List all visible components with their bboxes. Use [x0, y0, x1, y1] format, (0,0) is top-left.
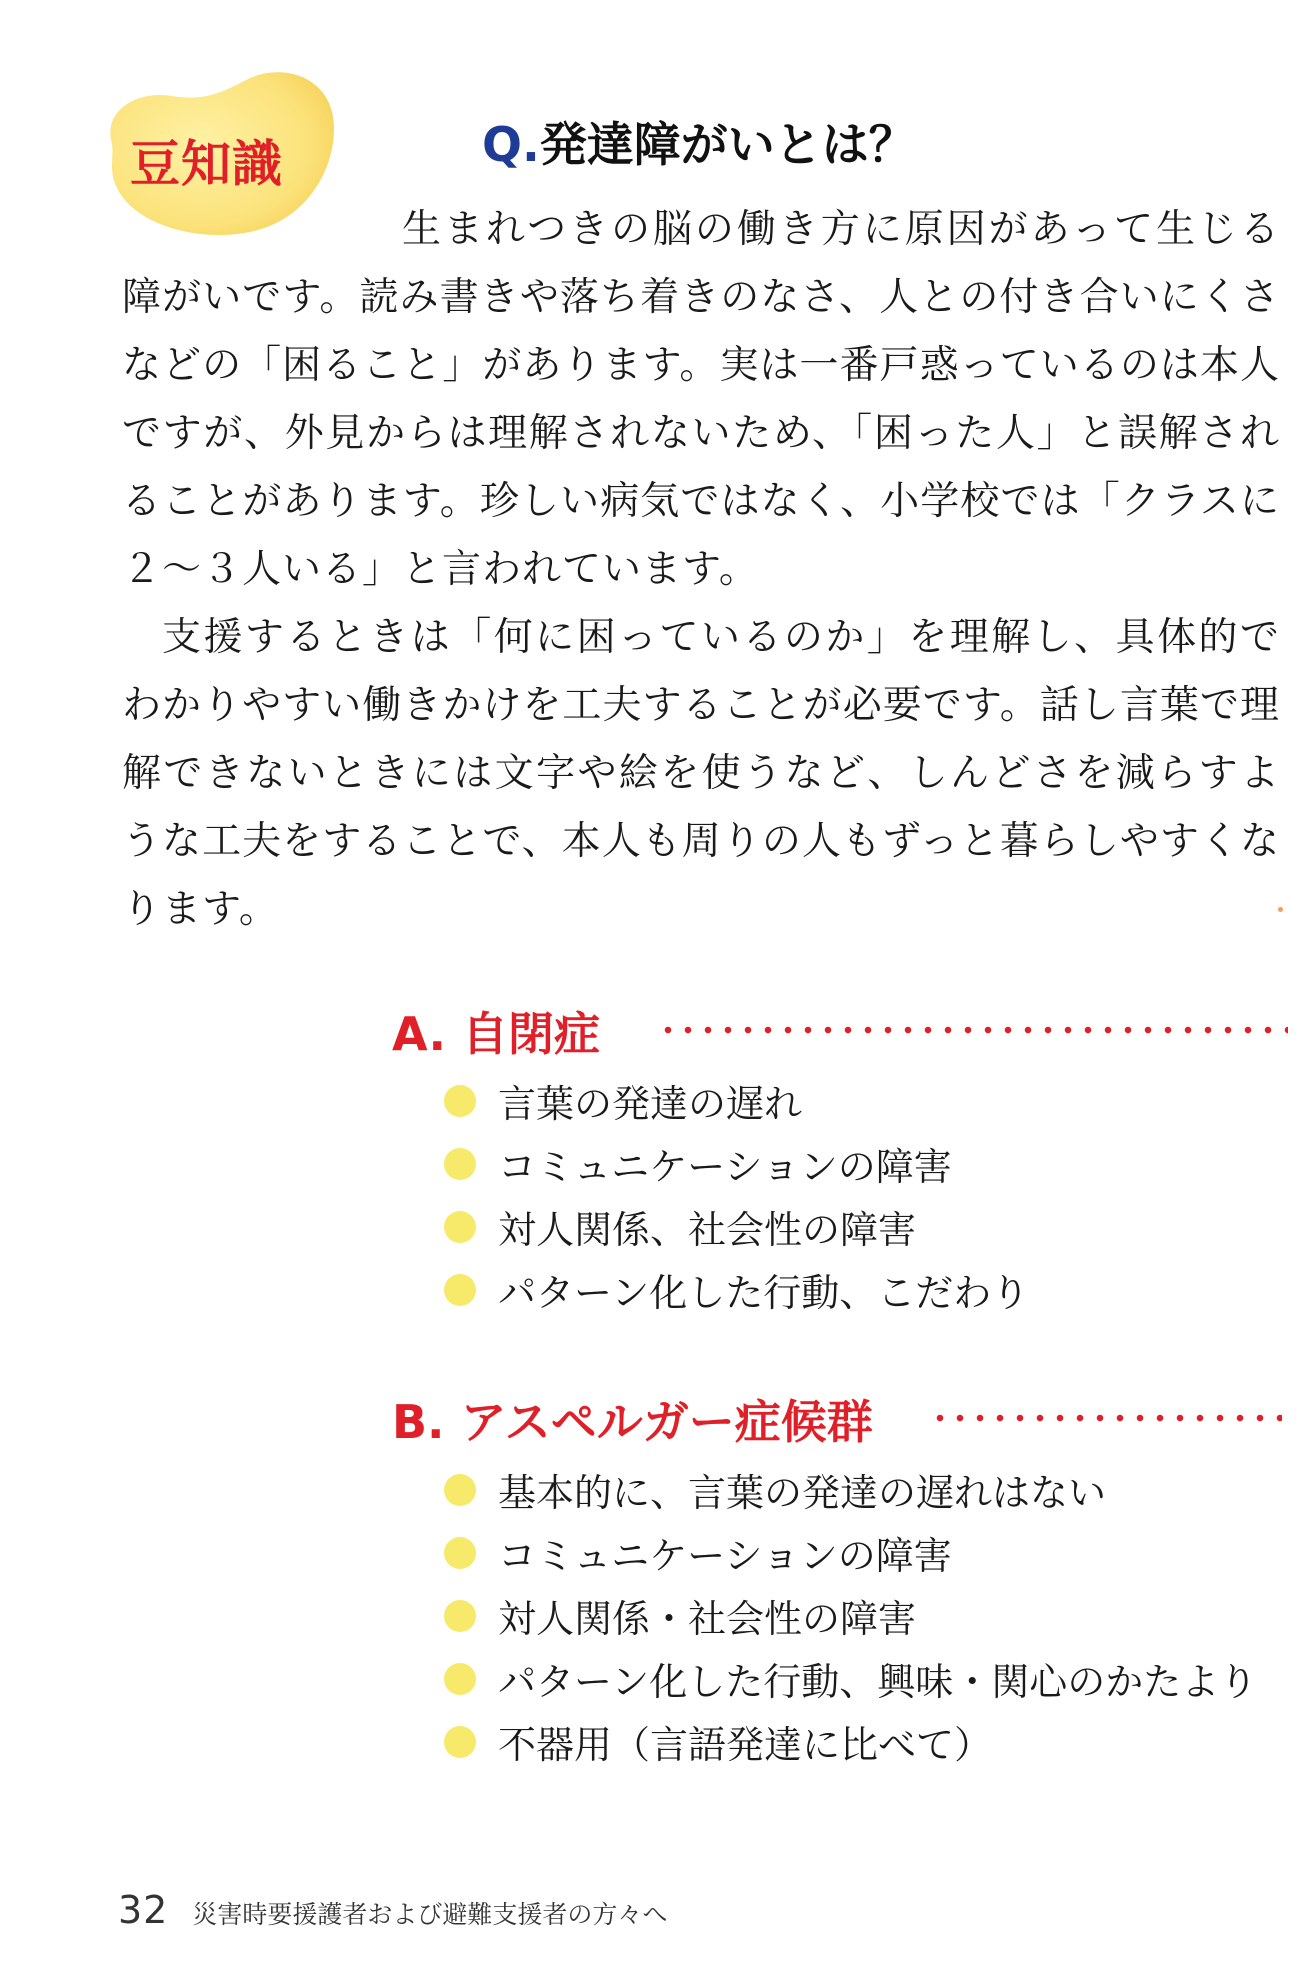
list-item: 基本的に、言葉の発達の遅れはない	[444, 1458, 1257, 1521]
dotted-leader	[658, 1026, 1288, 1034]
list-item: 対人関係、社会性の障害	[444, 1195, 1029, 1258]
list-item: コミュニケーションの障害	[444, 1521, 1257, 1584]
question-text: 発達障がいとは？	[539, 118, 916, 173]
list-item: 対人関係・社会性の障害	[444, 1584, 1257, 1647]
asperger-traits-list	[444, 1458, 1257, 1773]
page-number: 32	[118, 1888, 169, 1932]
list-item: パターン化した行動、興味・関心のかたより	[444, 1647, 1257, 1710]
support-paragraph: 支援するときは「何に困っているのか」を理解し、具体的でわかりやすい働きかけを工夫することが必要です。話し言葉で理解できないときには文字や絵を使うなど、しんどさを減らすような工夫をすることで、本人も周りの人もずっと暮らしやすくなります。	[122, 615, 1280, 932]
list-item: 不器用（言語発達に比べて）	[444, 1710, 1257, 1773]
footer-title: 災害時要援護者および避難支援者の方々へ	[192, 1900, 668, 1929]
bullet-dot-icon	[444, 1600, 476, 1632]
bullet-dot-icon	[444, 1663, 476, 1695]
bullet-dot-icon	[444, 1211, 476, 1243]
decorative-speck	[1278, 907, 1283, 912]
bullet-dot-icon	[444, 1474, 476, 1506]
question-heading	[482, 108, 916, 175]
autism-traits-list	[444, 1069, 1029, 1321]
list-item: コミュニケーションの障害	[444, 1132, 1029, 1195]
intro-paragraph: 生まれつきの脳の働き方に原因があって生じる障がいです。読み書きや落ち着きのなさ、人との付き合いにくさなどの「困ること」があります。実は一番戸惑っているのは本人ですが、外見からは理解されないため、「困った人」と誤解されることがあります。珍しい病気ではなく、小学校では「クラスに２～３人いる」と言われています。	[122, 207, 1280, 592]
bullet-dot-icon	[444, 1148, 476, 1180]
page-footer	[118, 1888, 667, 1932]
section-heading-autism: A. 自閉症	[392, 1007, 600, 1061]
dotted-leader	[930, 1414, 1282, 1422]
bullet-dot-icon	[444, 1085, 476, 1117]
section-heading-asperger: B. アスペルガー症候群	[392, 1395, 873, 1449]
badge-label: 豆知識	[130, 135, 283, 193]
list-item: 言葉の発達の遅れ	[444, 1069, 1029, 1132]
question-prefix: Q.	[482, 118, 540, 173]
list-item: パターン化した行動、こだわり	[444, 1258, 1029, 1321]
bullet-dot-icon	[444, 1274, 476, 1306]
bullet-dot-icon	[444, 1537, 476, 1569]
bullet-dot-icon	[444, 1726, 476, 1758]
